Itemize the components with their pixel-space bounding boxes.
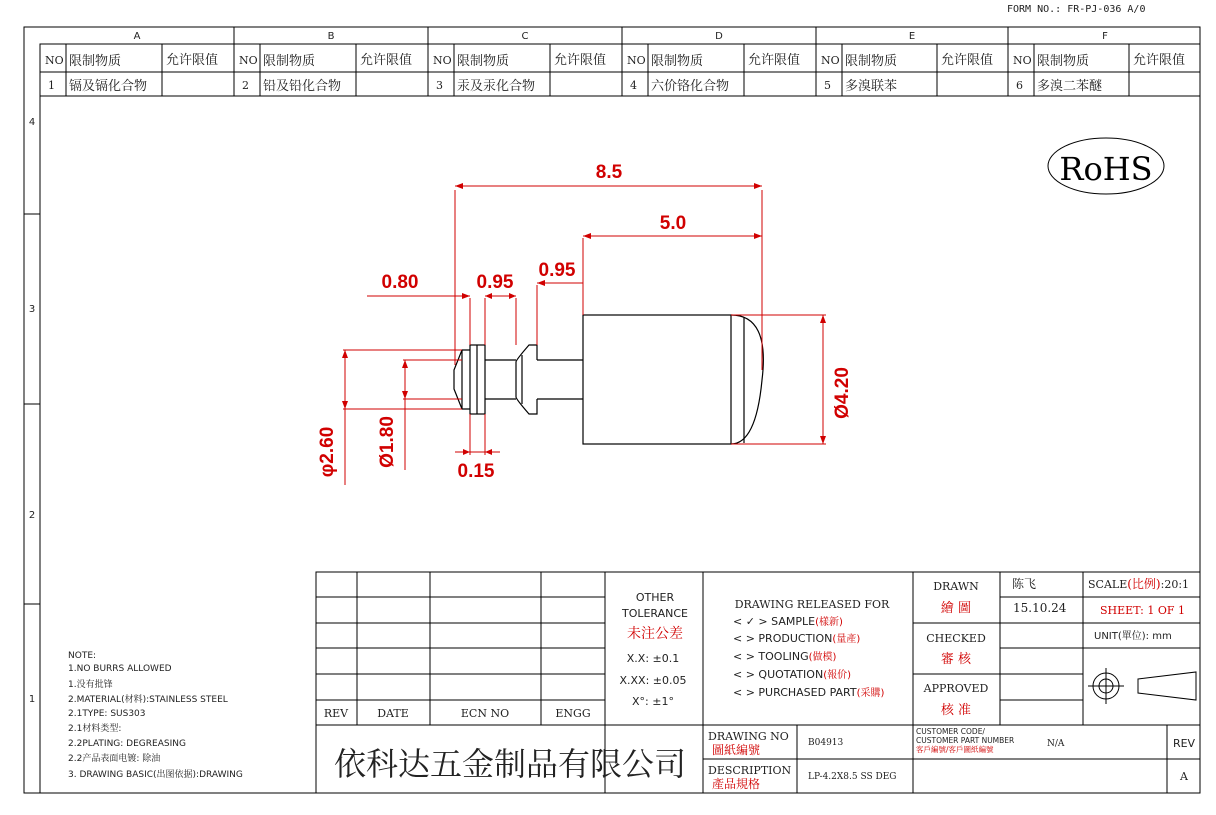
rev-value: A <box>1180 770 1188 783</box>
drawn-label-cn: 繪 圖 <box>940 601 972 616</box>
dimension-lines <box>342 183 826 485</box>
substance-header-name: 限制物质 <box>845 54 898 69</box>
drawn-label: DRAWN <box>933 580 979 593</box>
row-label: 2 <box>28 510 36 521</box>
customer-value: N/A <box>1047 739 1065 749</box>
note-line: 1.没有批锋 <box>68 680 113 690</box>
substance-header-no: NO <box>45 54 64 67</box>
note-line: 2.2产品表面电镀: 除油 <box>68 754 161 764</box>
dim-overall-length: 8.5 <box>595 162 623 183</box>
note-line: 3. DRAWING BASIC(出图依据):DRAWING <box>68 770 243 780</box>
notes <box>68 651 243 780</box>
release-item: < ✓ > SAMPLE(樣新) <box>733 615 843 628</box>
note-line: NOTE: <box>68 651 97 661</box>
dim-groove-b: 0.95 <box>538 260 576 281</box>
substance-header-limit: 允许限值 <box>1133 53 1186 68</box>
substance-no: 1 <box>48 79 55 92</box>
checked-label-cn: 審 核 <box>940 652 972 667</box>
approved-label-cn: 核 准 <box>940 703 972 718</box>
note-line: 2.MATERIAL(材料):STAINLESS STEEL <box>68 695 228 705</box>
column-label: A <box>133 31 141 42</box>
column-label: E <box>908 31 916 42</box>
release-item: < > QUOTATION(報价) <box>733 668 851 681</box>
note-line: 1.NO BURRS ALLOWED <box>68 664 172 674</box>
dim-tip-length: 0.80 <box>381 272 419 293</box>
row-label: 4 <box>28 117 36 128</box>
scale-block <box>1088 576 1196 704</box>
substance-name: 铅及铅化合物 <box>263 79 342 94</box>
description-value: LP-4.2X8.5 SS DEG <box>808 772 897 782</box>
release-title: DRAWING RELEASED FOR <box>734 598 890 611</box>
substance-name: 六价铬化合物 <box>651 79 730 94</box>
approved-label: APPROVED <box>923 682 989 695</box>
substance-header-name: 限制物质 <box>69 54 122 69</box>
drawn-by: 陈飞 <box>1012 577 1037 591</box>
dim-groove-a: 0.95 <box>476 272 514 293</box>
rohs-text: RoHS <box>1059 150 1153 188</box>
row-zones <box>24 117 40 705</box>
substance-name: 镉及镉化合物 <box>69 79 148 94</box>
dim-flange-width: 0.15 <box>457 461 495 482</box>
substance-no: 4 <box>630 79 637 92</box>
substance-header-limit: 允许限值 <box>360 53 413 68</box>
rev-label: REV <box>1172 737 1196 750</box>
drawn-date: 15.10.24 <box>1013 601 1067 615</box>
column-label: D <box>715 31 723 42</box>
dim-dia-420: Ø4.20 <box>832 367 853 419</box>
substance-header-no: NO <box>1013 54 1032 67</box>
substance-name: 多溴二苯醚 <box>1037 79 1103 94</box>
note-line: 2.1材料类型: <box>68 724 122 734</box>
row-label: 3 <box>28 304 36 315</box>
substance-header-limit: 允许限值 <box>941 53 994 68</box>
substance-header-name: 限制物质 <box>457 54 510 69</box>
tolerance-title-cn: 未注公差 <box>627 626 683 642</box>
substance-header-no: NO <box>239 54 258 67</box>
sheet-label: SHEET: 1 OF 1 <box>1100 604 1185 617</box>
substance-no: 2 <box>242 79 249 92</box>
dimension-texts <box>317 162 853 482</box>
column-zones <box>134 27 1109 44</box>
rohs-mark <box>1048 138 1164 194</box>
release-item: < > PURCHASED PART(采購) <box>733 686 885 699</box>
rev-header: REV <box>323 707 349 720</box>
part-outline <box>454 315 763 444</box>
note-line: 2.1TYPE: SUS303 <box>68 709 146 719</box>
substance-name: 多溴联苯 <box>845 79 898 94</box>
substance-header-name: 限制物质 <box>651 54 704 69</box>
note-line: 2.2PLATING: DEGREASING <box>68 739 186 749</box>
release-item: < > TOOLING(做模) <box>733 650 837 663</box>
drawing-no-label-cn: 圖紙編號 <box>712 743 761 757</box>
substance-no: 3 <box>436 79 443 92</box>
tolerance-xx: X.X: ±0.1 <box>626 652 680 665</box>
substance-table <box>40 44 1200 96</box>
dim-dia-180: Ø1.80 <box>377 416 398 468</box>
substance-header-no: NO <box>433 54 452 67</box>
unit-label: UNIT(單位): mm <box>1094 631 1172 642</box>
tolerance-title: TOLERANCE <box>621 607 689 620</box>
substance-no: 6 <box>1016 79 1023 92</box>
column-label: F <box>1102 31 1108 42</box>
engg-header: ENGG <box>555 707 591 720</box>
substance-header-no: NO <box>627 54 646 67</box>
release-item: < > PRODUCTION(量產) <box>733 632 861 645</box>
row-label: 1 <box>28 694 36 705</box>
customer-part-label: CUSTOMER PART NUMBER <box>916 736 1015 745</box>
ecn-header: ECN NO <box>460 707 510 720</box>
substance-header-no: NO <box>821 54 840 67</box>
tolerance-xxx: X.XX: ±0.05 <box>619 674 687 687</box>
tolerance-title: OTHER <box>635 591 675 604</box>
substance-header-name: 限制物质 <box>1037 54 1090 69</box>
tolerance-block <box>619 591 688 708</box>
checked-label: CHECKED <box>926 632 986 645</box>
projection-icon <box>1088 668 1196 704</box>
substance-header-name: 限制物质 <box>263 54 316 69</box>
dim-body-length: 5.0 <box>659 213 687 234</box>
drawing-no-value: B04913 <box>808 738 844 748</box>
drawing-no-label: DRAWING NO <box>708 730 789 743</box>
substance-name: 汞及汞化合物 <box>457 79 536 94</box>
description-label-cn: 產品規格 <box>712 777 761 791</box>
release-block <box>733 598 890 699</box>
tolerance-angle: X°: ±1° <box>632 695 674 708</box>
column-label: B <box>327 31 335 42</box>
customer-cn-label: 客戶編號/客戶圖紙編號 <box>916 745 994 754</box>
date-header: DATE <box>377 707 409 720</box>
outer-frame <box>24 27 1200 793</box>
substance-header-limit: 允许限值 <box>748 53 801 68</box>
company-name: 依科达五金制品有限公司 <box>333 745 687 783</box>
dim-dia-260: φ2.60 <box>317 426 338 478</box>
form-number: FORM NO.: FR-PJ-036 A/0 <box>1007 4 1146 15</box>
substance-header-limit: 允许限值 <box>166 53 219 68</box>
scale-label: SCALE(比例):20:1 <box>1088 577 1190 591</box>
description-label: DESCRIPTION <box>708 764 792 777</box>
substance-header-limit: 允许限值 <box>554 53 607 68</box>
column-label: C <box>521 31 529 42</box>
customer-code-label: CUSTOMER CODE/ <box>916 727 985 736</box>
substance-no: 5 <box>824 79 831 92</box>
